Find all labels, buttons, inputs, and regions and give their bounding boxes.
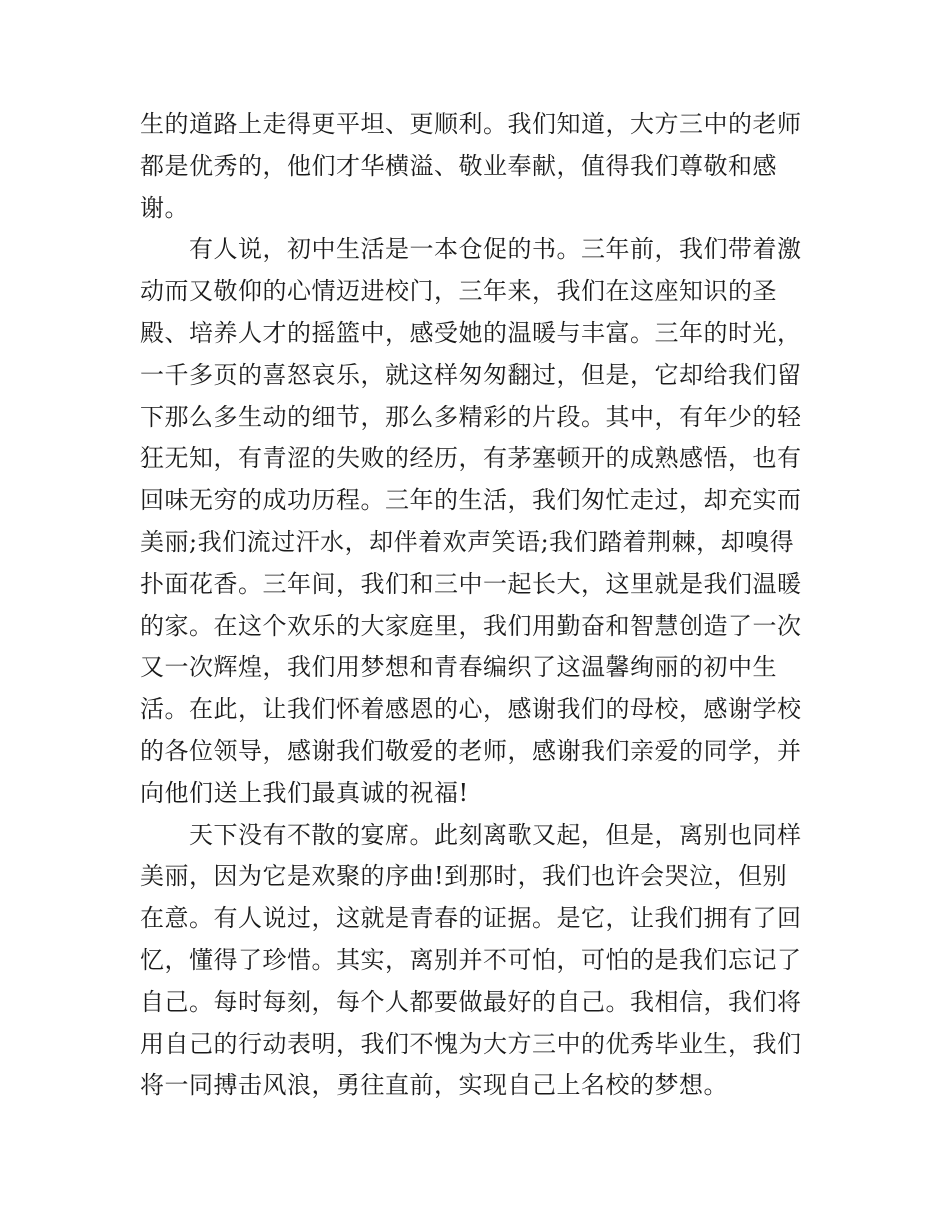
text-line: 一千多页的喜怒哀乐，就这样匆匆翻过，但是，它却给我们留: [140, 360, 802, 389]
text-line: 在意。有人说过，这就是青春的证据。是它，让我们拥有了回: [140, 904, 802, 933]
text-line: 又一次辉煌，我们用梦想和青春编织了这温馨绚丽的初中生: [140, 653, 777, 682]
paragraph-start-line: 天下没有不散的宴席。此刻离歌又起，但是，离别也同样: [140, 820, 802, 849]
text-line: 回味无穷的成功历程。三年的生活，我们匆忙走过，却充实而: [140, 486, 802, 515]
text-line: 扑面花香。三年间，我们和三中一起长大，这里就是我们温暖: [140, 569, 802, 598]
text-line: 用自己的行动表明，我们不愧为大方三中的优秀毕业生，我们: [140, 1029, 802, 1058]
text-line: 下那么多生动的细节，那么多精彩的片段。其中，有年少的轻: [140, 402, 802, 431]
text-line: 狂无知，有青涩的失败的经历，有茅塞顿开的成熟感悟，也有: [140, 444, 802, 473]
text-line: 动而又敬仰的心情迈进校门，三年来，我们在这座知识的圣: [140, 277, 777, 306]
paragraph-start-line: 有人说，初中生活是一本仓促的书。三年前，我们带着激: [140, 235, 802, 264]
text-line: 谢。: [140, 193, 189, 222]
text-line: 都是优秀的，他们才华横溢、敬业奉献，值得我们尊敬和感: [140, 151, 777, 180]
text-line: 忆，懂得了珍惜。其实，离别并不可怕，可怕的是我们忘记了: [140, 945, 802, 974]
text-line: 殿、培养人才的摇篮中，感受她的温暖与丰富。三年的时光，: [140, 318, 802, 347]
text-line: 活。在此，让我们怀着感恩的心，感谢我们的母校，感谢学校: [140, 695, 802, 724]
text-line: 将一同搏击风浪，勇往直前，实现自己上名校的梦想。: [140, 1071, 728, 1100]
body-text: [140, 104, 820, 1107]
text-line: 美丽，因为它是欢聚的序曲!到那时，我们也许会哭泣，但别: [140, 862, 788, 891]
text-line: 美丽;我们流过汗水，却伴着欢声笑语;我们踏着荆棘，却嗅得: [140, 527, 795, 556]
text-line: 的各位领导，感谢我们敬爱的老师，感谢我们亲爱的同学，并: [140, 736, 802, 765]
text-line: 向他们送上我们最真诚的祝福!: [140, 778, 469, 807]
text-line: 自己。每时每刻，每个人都要做最好的自己。我相信，我们将: [140, 987, 802, 1016]
text-line: 的家。在这个欢乐的大家庭里，我们用勤奋和智慧创造了一次: [140, 611, 802, 640]
text-line: 生的道路上走得更平坦、更顺利。我们知道，大方三中的老师: [140, 110, 802, 138]
